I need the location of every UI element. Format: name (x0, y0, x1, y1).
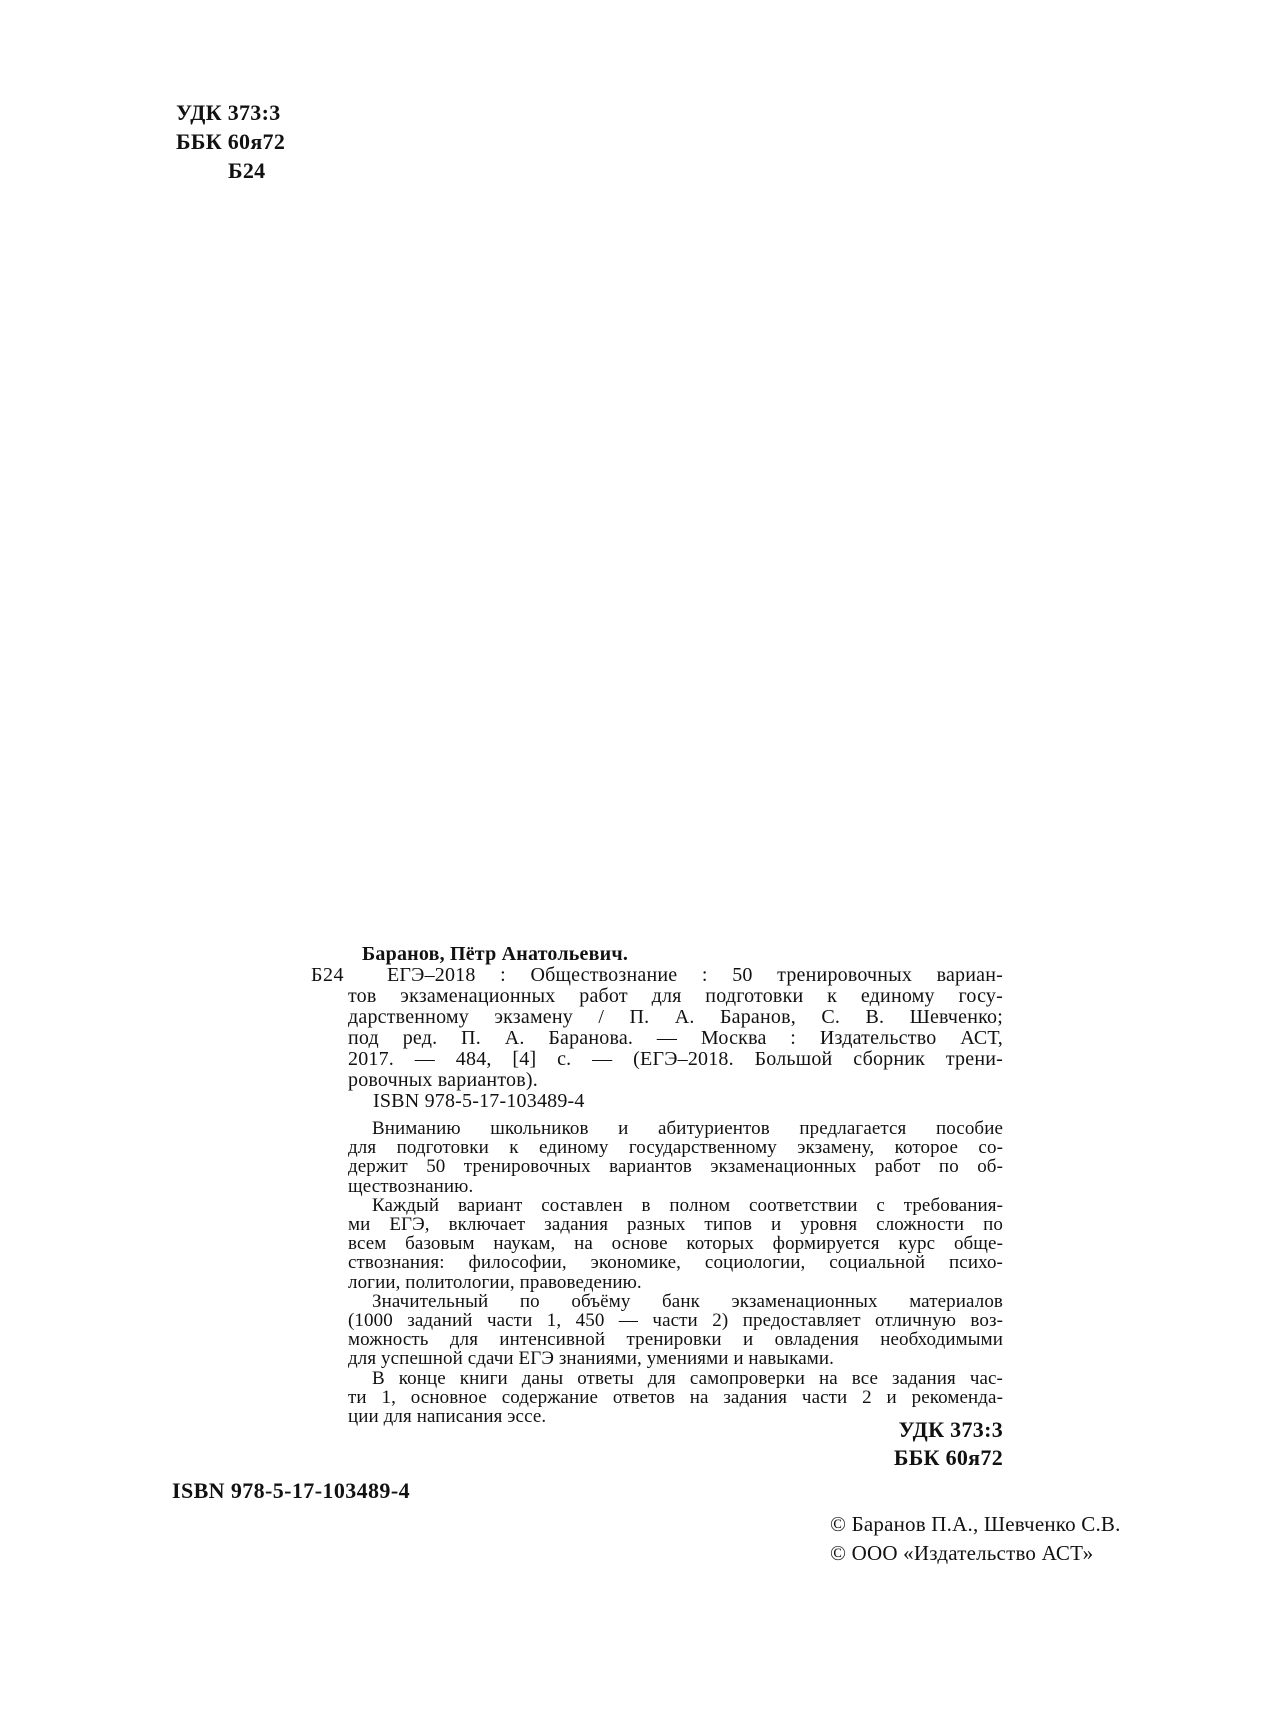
text-line: логии, политологии, правоведению. (348, 1271, 642, 1293)
isbn-card-line: ISBN 978-5-17-103489-4 (373, 1090, 585, 1112)
text-line: дарственному экзамену / П. А. Баранов, С. В. Шевченко; (348, 1006, 1003, 1028)
text-line: Значительный по объёму банк экзаменационных материалов (372, 1290, 1003, 1312)
text-line: ствознания: философии, экономике, социологии, социальной психо- (348, 1252, 1003, 1274)
text-line: ровочных вариантов). (348, 1069, 538, 1091)
text-line: ЕГЭ–2018 : Обществознание : 50 тренировочных вариан- (387, 964, 1003, 986)
catalog-card (311, 943, 1003, 1112)
text-line: ми ЕГЭ, включает задания разных типов и уровня сложности по (348, 1214, 1003, 1236)
text-line: © Баранов П.А., Шевченко С.В. (830, 1512, 1121, 1536)
annotation-paragraph (348, 1196, 1003, 1292)
text-line: Вниманию школьников и абитуриентов предлагается пособие (372, 1118, 1003, 1139)
annotation-block (348, 1119, 1003, 1426)
author-sign-top: Б24 (228, 158, 266, 183)
text-line: © ООО «Издательство АСТ» (830, 1541, 1094, 1565)
classification-block-top (176, 98, 285, 185)
udc-code-bottom: УДК 373:3 (898, 1417, 1003, 1442)
isbn-footer: ISBN 978-5-17-103489-4 (172, 1478, 410, 1503)
annotation-paragraph (348, 1119, 1003, 1196)
classification-block-bottom (894, 1416, 1003, 1472)
udc-code-top: УДК 373:3 (176, 100, 281, 125)
author-sign-margin: Б24 (311, 964, 344, 986)
text-line: держит 50 тренировочных вариантов экзаменационных работ по об- (348, 1156, 1003, 1178)
bbk-code-top: ББК 60я72 (176, 129, 286, 154)
text-line: для подготовки к единому государственному экзамену, которое со- (348, 1137, 1003, 1159)
text-line: (1000 заданий части 1, 450 — части 2) предоставляет отличную воз- (348, 1310, 1003, 1332)
text-line: всем базовым наукам, на основе которых формируется курс обще- (348, 1233, 1003, 1255)
text-line: Каждый вариант составлен в полном соответствии с требования- (372, 1194, 1003, 1216)
author-heading: Баранов, Пётр Анатольевич. (362, 943, 629, 965)
bibliographic-description (348, 965, 1003, 1091)
text-line: можность для интенсивной тренировки и овладения необходимыми (348, 1329, 1003, 1351)
text-line: тов экзаменационных работ для подготовки к единому госу- (348, 985, 1003, 1007)
text-line: ции для написания эссе. (348, 1406, 547, 1428)
annotation-paragraph (348, 1292, 1003, 1369)
text-line: под ред. П. А. Баранова. — Москва : Издательство АСТ, (348, 1027, 1003, 1049)
text-line: для успешной сдачи ЕГЭ знаниями, умениями и навыками. (348, 1348, 834, 1370)
copyright-block (830, 1510, 1121, 1568)
text-line: В конце книги даны ответы для самопроверки на все задания час- (372, 1367, 1003, 1389)
text-line: ществознанию. (348, 1175, 474, 1197)
text-line: 2017. — 484, [4] с. — (ЕГЭ–2018. Большой сборник трени- (348, 1048, 1003, 1070)
bbk-code-bottom: ББК 60я72 (893, 1445, 1003, 1470)
text-line: ти 1, основное содержание ответов на задания части 2 и рекоменда- (348, 1386, 1003, 1408)
